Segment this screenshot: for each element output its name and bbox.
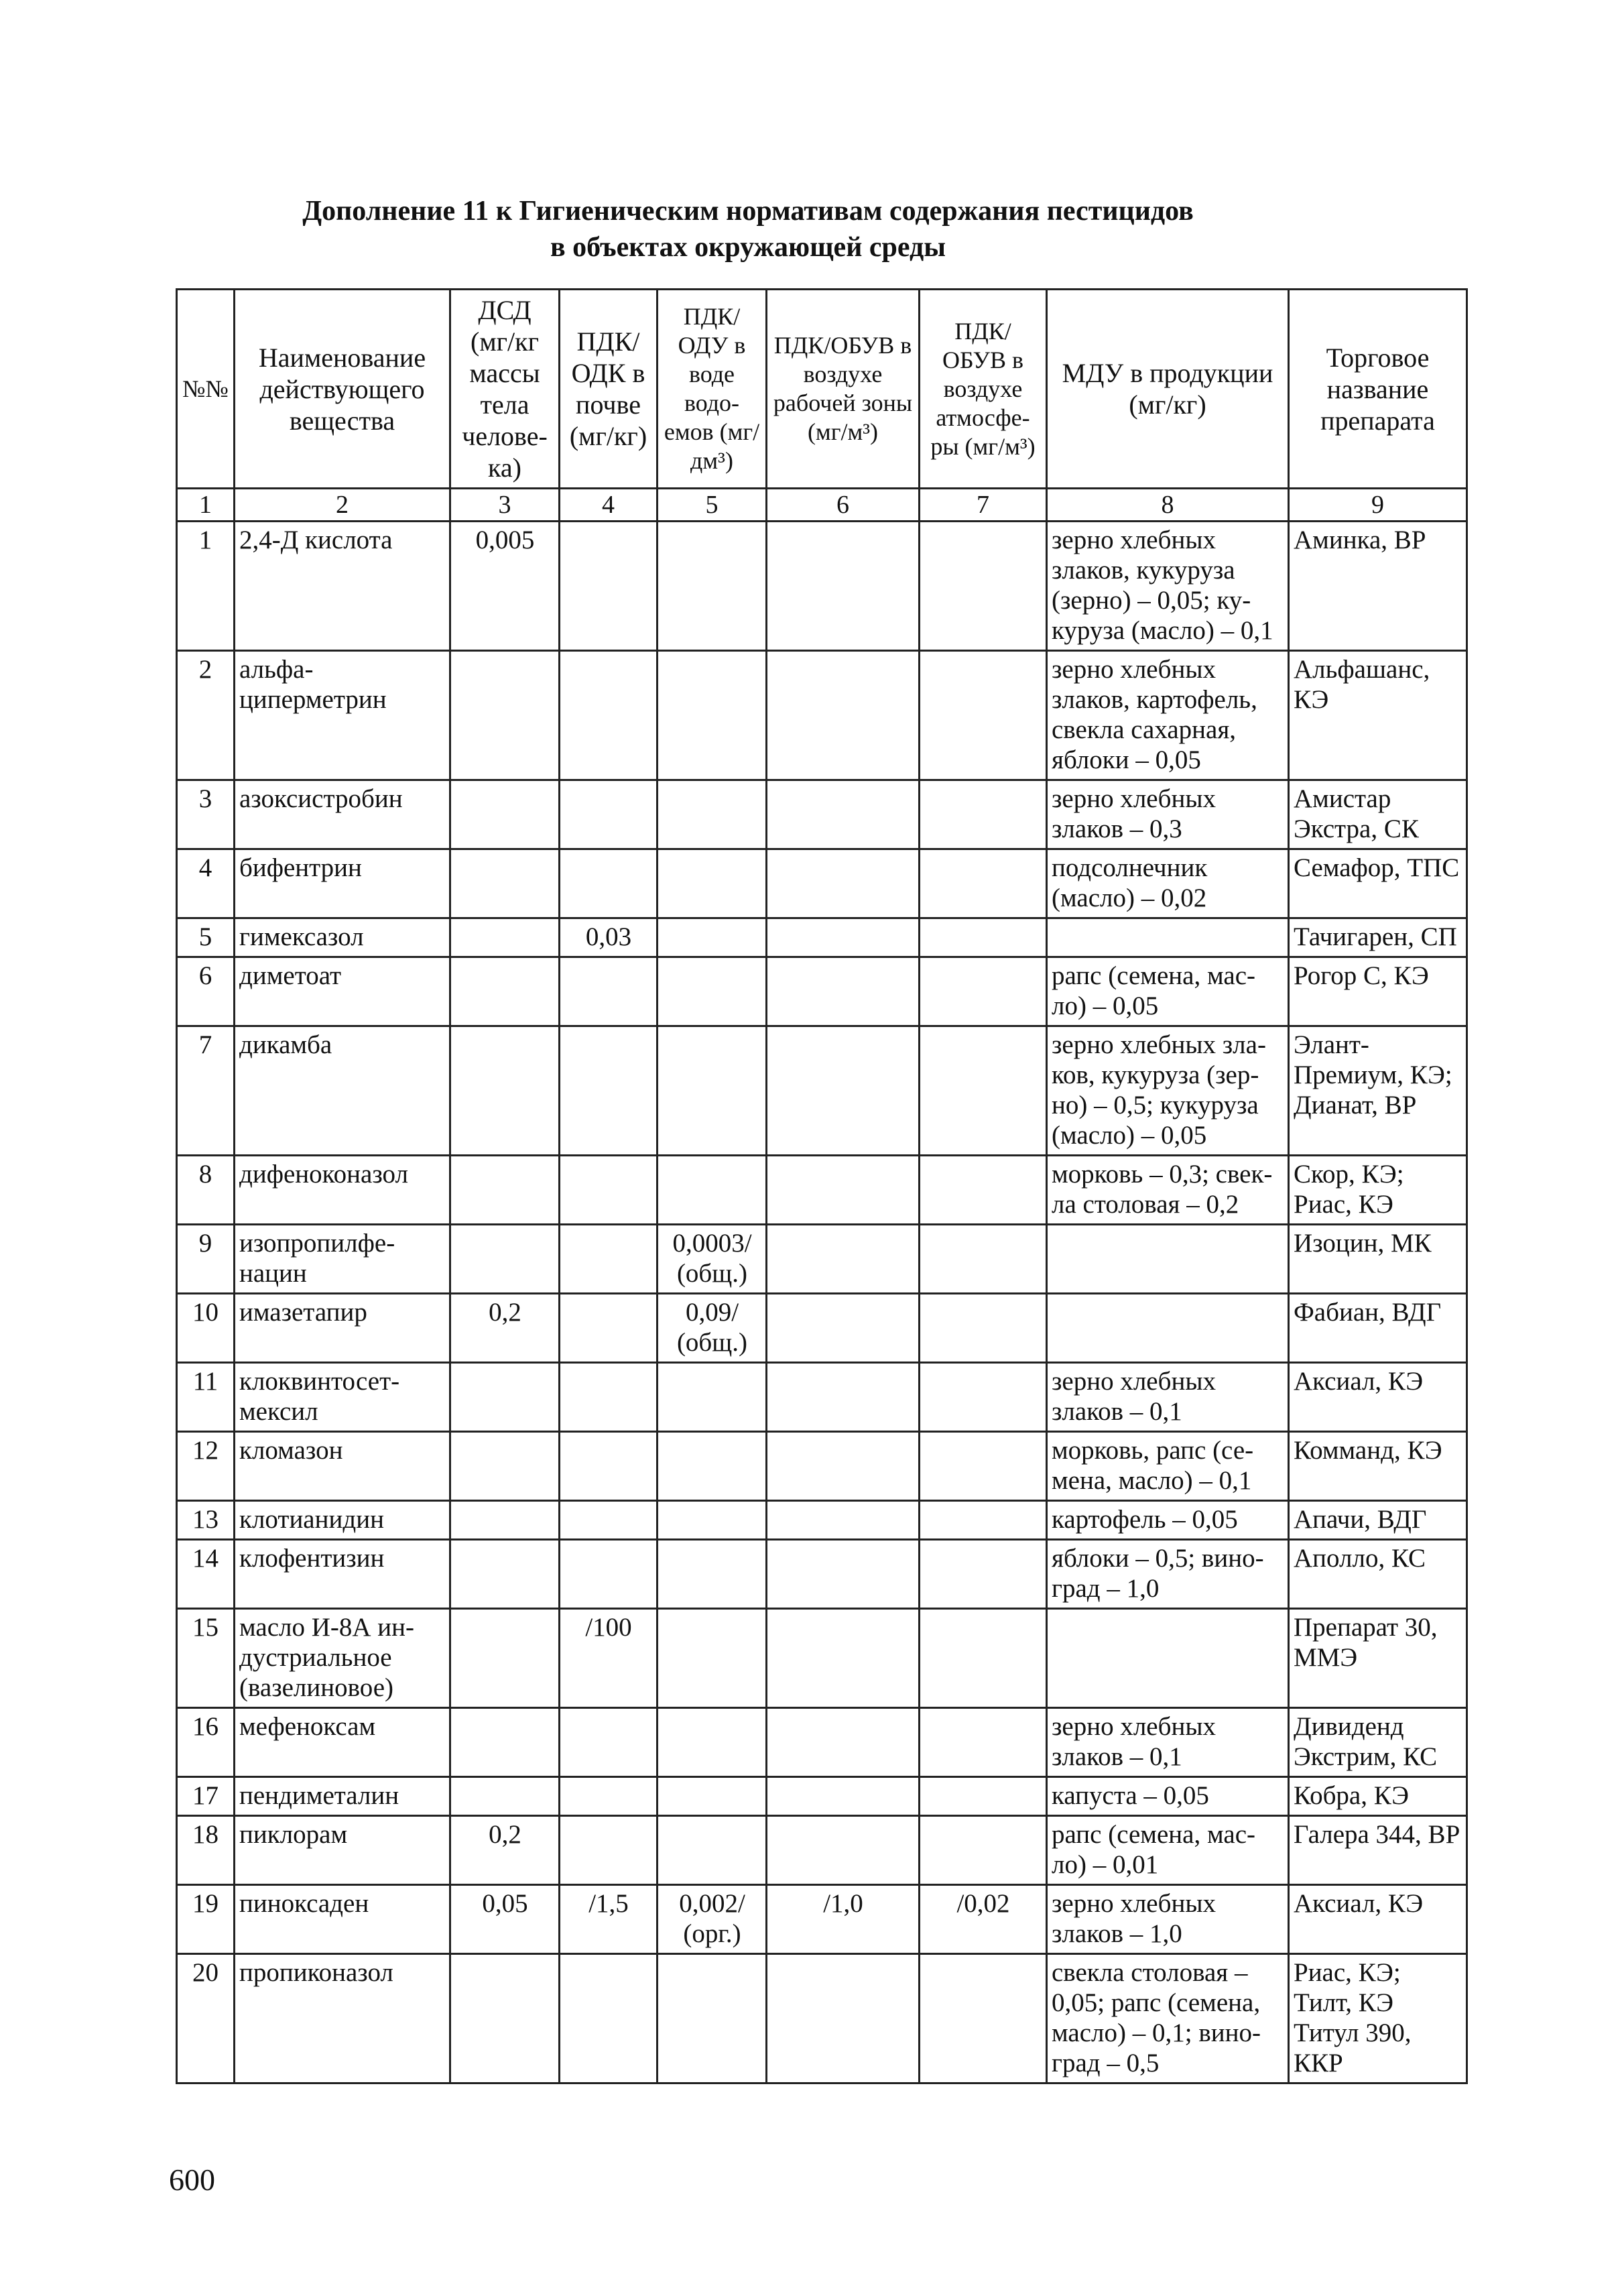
row-number-cell: 20 — [177, 1954, 235, 2083]
water-cell — [658, 1954, 767, 2083]
work-air-cell — [767, 780, 920, 849]
work-air-cell — [767, 849, 920, 918]
soil-cell — [560, 1156, 658, 1225]
mdu-cell: морковь – 0,3; свек-ла столовая – 0,2 — [1047, 1156, 1289, 1225]
header-water: ПДК/ ОДУ в воде водо-емов (мг/дм³) — [658, 290, 767, 489]
trade-name-cell: Риас, КЭ; Тилт, КЭ Титул 390, ККР — [1289, 1954, 1467, 2083]
water-cell — [658, 918, 767, 957]
row-number-cell: 2 — [177, 651, 235, 780]
title-line-2: в объектах окружающей среды — [550, 232, 946, 263]
work-air-cell — [767, 1156, 920, 1225]
substance-name-cell: дифеноконазол — [235, 1156, 450, 1225]
atm-air-cell — [920, 1540, 1047, 1609]
atm-air-cell — [920, 1777, 1047, 1816]
substance-name-cell: гимексазол — [235, 918, 450, 957]
trade-name-cell: Аминка, ВР — [1289, 522, 1467, 651]
trade-name-cell: Семафор, ТПС — [1289, 849, 1467, 918]
row-number-cell: 10 — [177, 1294, 235, 1363]
table-row — [177, 1954, 1467, 2083]
atm-air-cell — [920, 1294, 1047, 1363]
work-air-cell — [767, 918, 920, 957]
dsd-cell — [450, 1363, 560, 1432]
dsd-cell — [450, 1708, 560, 1777]
dsd-cell — [450, 1026, 560, 1156]
mdu-cell — [1047, 1294, 1289, 1363]
water-cell — [658, 1156, 767, 1225]
column-number: 2 — [235, 489, 450, 522]
substance-name-cell: пендиметалин — [235, 1777, 450, 1816]
soil-cell: /100 — [560, 1609, 658, 1708]
table-row — [177, 1225, 1467, 1294]
soil-cell — [560, 1816, 658, 1885]
water-cell — [658, 957, 767, 1026]
row-number-cell: 9 — [177, 1225, 235, 1294]
water-cell — [658, 1026, 767, 1156]
row-number-cell: 12 — [177, 1432, 235, 1501]
header-work-air: ПДК/ОБУВ в воздухе рабочей зоны (мг/м³) — [767, 290, 920, 489]
mdu-cell: зерно хлебных злаков, кукуруза (зерно) – 0,05; ку-куруза (масло) – 0,1 — [1047, 522, 1289, 651]
row-number-cell: 3 — [177, 780, 235, 849]
water-cell: 0,0003/ (общ.) — [658, 1225, 767, 1294]
substance-name-cell: диметоат — [235, 957, 450, 1026]
trade-name-cell: Аполло, КС — [1289, 1540, 1467, 1609]
work-air-cell: /1,0 — [767, 1885, 920, 1954]
trade-name-cell: Галера 344, ВР — [1289, 1816, 1467, 1885]
column-number: 5 — [658, 489, 767, 522]
atm-air-cell — [920, 1501, 1047, 1540]
column-number: 4 — [560, 489, 658, 522]
dsd-cell: 0,05 — [450, 1885, 560, 1954]
row-number-cell: 18 — [177, 1816, 235, 1885]
water-cell — [658, 1777, 767, 1816]
dsd-cell — [450, 780, 560, 849]
row-number-cell: 15 — [177, 1609, 235, 1708]
atm-air-cell — [920, 1609, 1047, 1708]
page-number: 600 — [169, 2163, 215, 2197]
mdu-cell: зерно хлебных зла-ков, кукуруза (зер-но) – 0,5; кукуруза (масло) – 0,05 — [1047, 1026, 1289, 1156]
soil-cell — [560, 780, 658, 849]
water-cell: 0,002/ (орг.) — [658, 1885, 767, 1954]
atm-air-cell — [920, 957, 1047, 1026]
row-number-cell: 16 — [177, 1708, 235, 1777]
water-cell — [658, 1540, 767, 1609]
soil-cell — [560, 1026, 658, 1156]
row-number-cell: 8 — [177, 1156, 235, 1225]
trade-name-cell: Комманд, КЭ — [1289, 1432, 1467, 1501]
soil-cell — [560, 1501, 658, 1540]
row-number-cell: 14 — [177, 1540, 235, 1609]
soil-cell — [560, 957, 658, 1026]
substance-name-cell: пропиконазол — [235, 1954, 450, 2083]
table-row — [177, 1432, 1467, 1501]
table-row — [177, 1026, 1467, 1156]
title-line-1: Дополнение 11 к Гигиеническим нормативам содержания пестицидов — [302, 196, 1194, 227]
atm-air-cell — [920, 1816, 1047, 1885]
soil-cell: /1,5 — [560, 1885, 658, 1954]
substance-name-cell: кломазон — [235, 1432, 450, 1501]
work-air-cell — [767, 1026, 920, 1156]
atm-air-cell — [920, 522, 1047, 651]
trade-name-cell: Изоцин, МК — [1289, 1225, 1467, 1294]
water-cell — [658, 849, 767, 918]
row-number-cell: 5 — [177, 918, 235, 957]
header-soil: ПДК/ ОДК в почве (мг/кг) — [560, 290, 658, 489]
soil-cell — [560, 1432, 658, 1501]
mdu-cell: подсолнечник (масло) – 0,02 — [1047, 849, 1289, 918]
dsd-cell — [450, 651, 560, 780]
trade-name-cell: Скор, КЭ; Риас, КЭ — [1289, 1156, 1467, 1225]
work-air-cell — [767, 522, 920, 651]
soil-cell — [560, 1540, 658, 1609]
trade-name-cell: Аксиал, КЭ — [1289, 1885, 1467, 1954]
table-row — [177, 1501, 1467, 1540]
header-number: №№ — [177, 290, 235, 489]
column-number: 6 — [767, 489, 920, 522]
soil-cell — [560, 522, 658, 651]
table-row — [177, 1363, 1467, 1432]
work-air-cell — [767, 651, 920, 780]
trade-name-cell: Элант-Премиум, КЭ; Дианат, ВР — [1289, 1026, 1467, 1156]
table-row — [177, 1777, 1467, 1816]
trade-name-cell: Амистар Экстра, СК — [1289, 780, 1467, 849]
table-row — [177, 849, 1467, 918]
atm-air-cell — [920, 1026, 1047, 1156]
document-title — [176, 193, 1320, 265]
header-dsd: ДСД (мг/кг массы тела челове-ка) — [450, 290, 560, 489]
dsd-cell — [450, 1777, 560, 1816]
dsd-cell — [450, 918, 560, 957]
mdu-cell: зерно хлебных злаков, картофель, свекла сахарная, яблоки – 0,05 — [1047, 651, 1289, 780]
soil-cell — [560, 849, 658, 918]
column-numbers-row — [177, 489, 1467, 522]
substance-name-cell: дикамба — [235, 1026, 450, 1156]
soil-cell: 0,03 — [560, 918, 658, 957]
substance-name-cell: пиноксаден — [235, 1885, 450, 1954]
table-row — [177, 918, 1467, 957]
header-trade-name: Торговое название препарата — [1289, 290, 1467, 489]
trade-name-cell: Аксиал, КЭ — [1289, 1363, 1467, 1432]
water-cell — [658, 1501, 767, 1540]
substance-name-cell: бифентрин — [235, 849, 450, 918]
table-row — [177, 1156, 1467, 1225]
water-cell — [658, 651, 767, 780]
mdu-cell: свекла столовая – 0,05; рапс (семена, масло) – 0,1; вино-град – 0,5 — [1047, 1954, 1289, 2083]
column-number: 1 — [177, 489, 235, 522]
mdu-cell: яблоки – 0,5; вино-град – 1,0 — [1047, 1540, 1289, 1609]
trade-name-cell: Дивиденд Экстрим, КС — [1289, 1708, 1467, 1777]
header-substance-name: Наименование действующего вещества — [235, 290, 450, 489]
water-cell: 0,09/ (общ.) — [658, 1294, 767, 1363]
trade-name-cell: Фабиан, ВДГ — [1289, 1294, 1467, 1363]
row-number-cell: 17 — [177, 1777, 235, 1816]
atm-air-cell — [920, 1156, 1047, 1225]
dsd-cell: 0,2 — [450, 1294, 560, 1363]
column-number: 8 — [1047, 489, 1289, 522]
dsd-cell — [450, 1432, 560, 1501]
water-cell — [658, 1432, 767, 1501]
soil-cell — [560, 1363, 658, 1432]
table-row — [177, 1609, 1467, 1708]
work-air-cell — [767, 1225, 920, 1294]
atm-air-cell — [920, 918, 1047, 957]
header-mdu: МДУ в продукции (мг/кг) — [1047, 290, 1289, 489]
trade-name-cell: Апачи, ВДГ — [1289, 1501, 1467, 1540]
row-number-cell: 6 — [177, 957, 235, 1026]
substance-name-cell: пиклорам — [235, 1816, 450, 1885]
table-row — [177, 1816, 1467, 1885]
substance-name-cell: мефеноксам — [235, 1708, 450, 1777]
dsd-cell — [450, 1540, 560, 1609]
substance-name-cell: клофентизин — [235, 1540, 450, 1609]
mdu-cell — [1047, 1609, 1289, 1708]
column-number: 3 — [450, 489, 560, 522]
mdu-cell — [1047, 1225, 1289, 1294]
dsd-cell — [450, 957, 560, 1026]
substance-name-cell: клоквинтосет-мексил — [235, 1363, 450, 1432]
mdu-cell: картофель – 0,05 — [1047, 1501, 1289, 1540]
soil-cell — [560, 1294, 658, 1363]
mdu-cell: зерно хлебных злаков – 0,1 — [1047, 1708, 1289, 1777]
substance-name-cell: клотианидин — [235, 1501, 450, 1540]
table-header — [177, 290, 1467, 522]
atm-air-cell — [920, 849, 1047, 918]
trade-name-cell: Альфашанс, КЭ — [1289, 651, 1467, 780]
water-cell — [658, 1816, 767, 1885]
header-atm-air: ПДК/ ОБУВ в воздухе атмосфе-ры (мг/м³) — [920, 290, 1047, 489]
work-air-cell — [767, 1501, 920, 1540]
pesticide-norms-table — [176, 288, 1468, 2084]
mdu-cell: зерно хлебных злаков – 0,1 — [1047, 1363, 1289, 1432]
column-number: 7 — [920, 489, 1047, 522]
dsd-cell — [450, 1225, 560, 1294]
table-row — [177, 651, 1467, 780]
soil-cell — [560, 1954, 658, 2083]
table-body — [177, 522, 1467, 2083]
row-number-cell: 19 — [177, 1885, 235, 1954]
mdu-cell — [1047, 918, 1289, 957]
substance-name-cell: изопропилфе-нацин — [235, 1225, 450, 1294]
atm-air-cell — [920, 1708, 1047, 1777]
atm-air-cell — [920, 1954, 1047, 2083]
work-air-cell — [767, 1294, 920, 1363]
substance-name-cell: имазетапир — [235, 1294, 450, 1363]
work-air-cell — [767, 1432, 920, 1501]
trade-name-cell: Кобра, КЭ — [1289, 1777, 1467, 1816]
trade-name-cell: Рогор С, КЭ — [1289, 957, 1467, 1026]
water-cell — [658, 522, 767, 651]
substance-name-cell: масло И-8А ин-дустриальное (вазелиновое) — [235, 1609, 450, 1708]
atm-air-cell — [920, 1363, 1047, 1432]
table-row — [177, 1708, 1467, 1777]
atm-air-cell — [920, 780, 1047, 849]
row-number-cell: 13 — [177, 1501, 235, 1540]
dsd-cell — [450, 849, 560, 918]
work-air-cell — [767, 1954, 920, 2083]
table-row — [177, 1885, 1467, 1954]
mdu-cell: рапс (семена, мас-ло) – 0,01 — [1047, 1816, 1289, 1885]
header-row — [177, 290, 1467, 489]
mdu-cell: капуста – 0,05 — [1047, 1777, 1289, 1816]
row-number-cell: 7 — [177, 1026, 235, 1156]
dsd-cell: 0,2 — [450, 1816, 560, 1885]
row-number-cell: 1 — [177, 522, 235, 651]
trade-name-cell: Тачигарен, СП — [1289, 918, 1467, 957]
soil-cell — [560, 651, 658, 780]
work-air-cell — [767, 1777, 920, 1816]
column-number: 9 — [1289, 489, 1467, 522]
row-number-cell: 4 — [177, 849, 235, 918]
mdu-cell: зерно хлебных злаков – 0,3 — [1047, 780, 1289, 849]
atm-air-cell: /0,02 — [920, 1885, 1047, 1954]
soil-cell — [560, 1708, 658, 1777]
row-number-cell: 11 — [177, 1363, 235, 1432]
soil-cell — [560, 1225, 658, 1294]
water-cell — [658, 1708, 767, 1777]
table-row — [177, 780, 1467, 849]
dsd-cell — [450, 1501, 560, 1540]
dsd-cell — [450, 1609, 560, 1708]
table-row — [177, 522, 1467, 651]
table-row — [177, 1540, 1467, 1609]
dsd-cell — [450, 1954, 560, 2083]
work-air-cell — [767, 1609, 920, 1708]
substance-name-cell: 2,4-Д кислота — [235, 522, 450, 651]
work-air-cell — [767, 1708, 920, 1777]
dsd-cell: 0,005 — [450, 522, 560, 651]
water-cell — [658, 1363, 767, 1432]
soil-cell — [560, 1777, 658, 1816]
dsd-cell — [450, 1156, 560, 1225]
water-cell — [658, 780, 767, 849]
mdu-cell: зерно хлебных злаков – 1,0 — [1047, 1885, 1289, 1954]
substance-name-cell: альфа-циперметрин — [235, 651, 450, 780]
work-air-cell — [767, 1363, 920, 1432]
work-air-cell — [767, 957, 920, 1026]
substance-name-cell: азоксистробин — [235, 780, 450, 849]
work-air-cell — [767, 1540, 920, 1609]
table-row — [177, 957, 1467, 1026]
work-air-cell — [767, 1816, 920, 1885]
trade-name-cell: Препарат 30, ММЭ — [1289, 1609, 1467, 1708]
mdu-cell: морковь, рапс (се-мена, масло) – 0,1 — [1047, 1432, 1289, 1501]
mdu-cell: рапс (семена, мас-ло) – 0,05 — [1047, 957, 1289, 1026]
atm-air-cell — [920, 1432, 1047, 1501]
atm-air-cell — [920, 1225, 1047, 1294]
water-cell — [658, 1609, 767, 1708]
atm-air-cell — [920, 651, 1047, 780]
table-row — [177, 1294, 1467, 1363]
